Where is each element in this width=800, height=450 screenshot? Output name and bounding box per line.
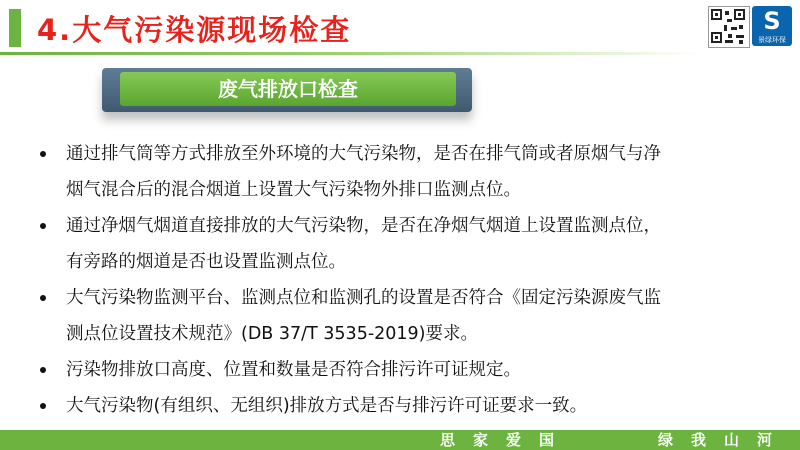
title-underline [0,52,700,55]
bullet-item-2 [40,208,780,280]
bullet-dot [40,403,46,409]
bullet-line: 大气污染物监测平台、监测点位和监测孔的设置是否符合《固定污染源废气监 [66,288,661,308]
bullet-line: 测点位设置技术规范》(DB 37/T 3535-2019)要求。 [66,324,479,344]
bullet-list [40,136,780,424]
section-banner-label: 废气排放口检查 [120,72,456,106]
footer-slogan-right: 绿我山河 [658,431,791,449]
bullet-dot [40,223,46,229]
qr-code-icon [708,6,750,48]
bullet-line: 烟气混合后的混合烟道上设置大气污染物外排口监测点位。 [66,180,521,200]
bullet-line: 通过排气筒等方式排放至外环境的大气污染物，是否在排气筒或者原烟气与净 [66,144,661,164]
bullet-item-3 [40,280,780,352]
logo-mark: S [763,7,781,35]
bullet-item-4 [40,352,780,388]
bullet-line: 污染物排放口高度、位置和数量是否符合排污许可证规定。 [66,360,521,380]
footer-slogan-left: 思家爱国 [440,431,573,449]
page-title: 4.大气污染源现场检查 [37,12,352,47]
bullet-dot [40,295,46,301]
bullet-dot [40,367,46,373]
bullet-line: 有旁路的烟道是否也设置监测点位。 [66,252,346,272]
bullet-line: 大气污染物(有组织、无组织)排放方式是否与排污许可证要求一致。 [66,396,588,416]
bullet-line: 通过净烟气烟道直接排放的大气污染物，是否在净烟气烟道上设置监测点位， [66,216,661,236]
company-logo-icon [752,6,792,46]
bullet-item-5 [40,388,780,424]
title-block [0,8,351,48]
logo-caption: 景绿环保 [758,36,786,44]
bullet-item-1 [40,136,780,208]
bullet-dot [40,151,46,157]
title-accent-bar [9,9,21,47]
footer-bar [0,430,800,450]
